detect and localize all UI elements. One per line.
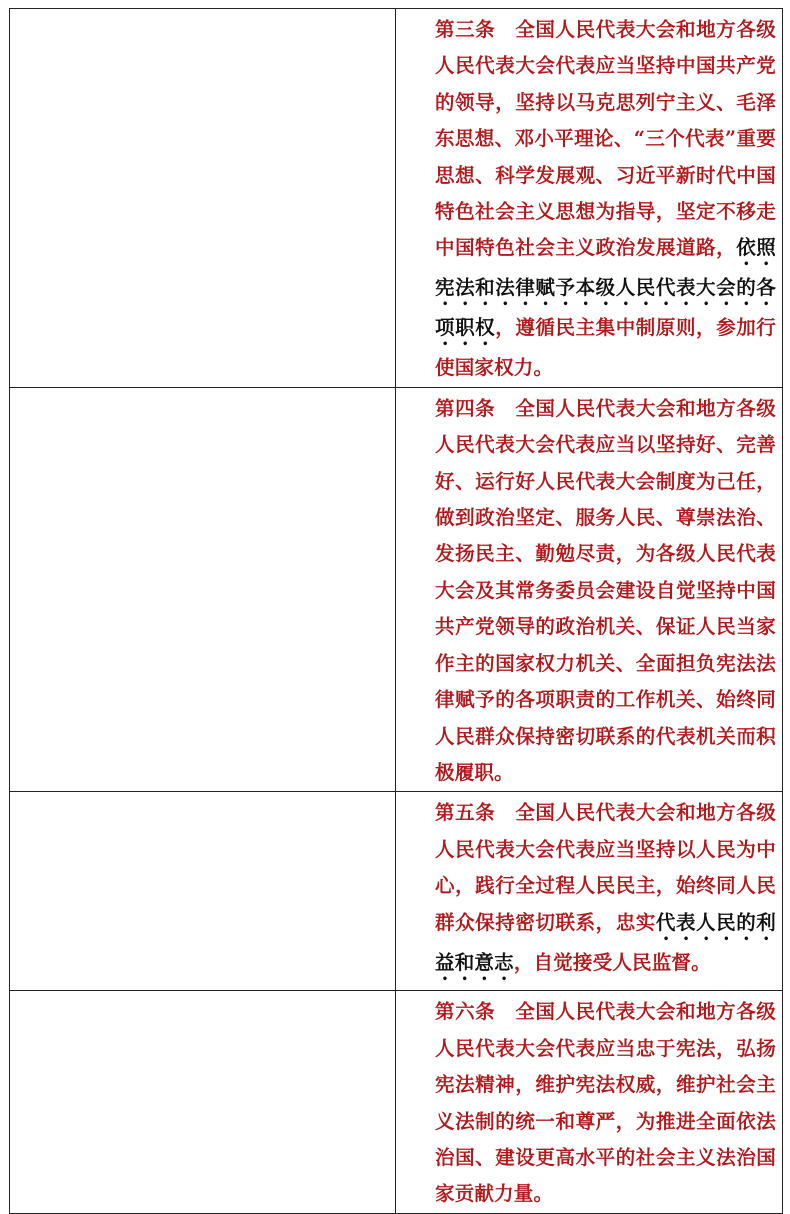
article-body: 全国人民代表大会和地方各级人民代表大会代表应当以坚持好、完善好、运行好人民代表大会制度为己任，做到政治坚定、服务人民、尊崇法治、发扬民主、勤勉尽责，为各级人民代表大会及其常务委员会建设自觉坚持中国共产党领导的政治机关、保证人民当家作主的国家权力机关、全面担负宪法法律赋予的各项职责的工作机关、始终同人民群众保持密切联系的代表机关而积极履职。 bbox=[435, 396, 777, 784]
article-body-end: ，遵循民主集中制原则，参加行使国家权力。 bbox=[435, 316, 776, 380]
table-row bbox=[10, 792, 783, 991]
article-6-text bbox=[396, 991, 782, 1212]
article-number: 第六条 bbox=[435, 1000, 496, 1024]
article-cell bbox=[396, 991, 783, 1213]
emphasized-text: 代表人民的利益和意志 bbox=[435, 910, 776, 974]
article-cell bbox=[396, 792, 783, 991]
article-body-end: ，自觉接受人民监督。 bbox=[513, 950, 711, 974]
article-number: 第五条 bbox=[435, 801, 496, 825]
left-cell-empty bbox=[10, 9, 396, 388]
article-body: 全国人民代表大会和地方各级人民代表大会代表应当忠于宪法，弘扬宪法精神，维护宪法权威，维护社会主义法制的统一和尊严，为推进全面依法治国、建设更高水平的社会主义法治国家贡献力量。 bbox=[435, 1000, 777, 1206]
article-5-text bbox=[396, 792, 782, 984]
left-cell-empty bbox=[10, 387, 396, 791]
article-cell bbox=[396, 387, 783, 791]
article-cell bbox=[396, 9, 783, 388]
comparison-table bbox=[9, 8, 783, 1214]
article-body: 全国人民代表大会和地方各级人民代表大会代表应当坚持以人民为中心，践行全过程人民民主，始终同人民群众保持密切联系，忠实 bbox=[435, 801, 777, 934]
emphasized-text: 依照宪法和法律赋予本级人民代表大会的各项职权 bbox=[435, 236, 776, 340]
table-row bbox=[10, 9, 783, 388]
article-3-text bbox=[396, 9, 782, 387]
article-number: 第三条 bbox=[435, 18, 496, 41]
article-body: 全国人民代表大会和地方各级人民代表大会代表应当坚持中国共产党的领导，坚持以马克思列宁主义、毛泽东思想、邓小平理论、“三个代表”重要思想、科学发展观、习近平新时代中国特色社会主义思想为指导，坚定不移走中国特色社会主义政治发展道路， bbox=[435, 18, 777, 260]
article-number: 第四条 bbox=[435, 396, 496, 420]
article-4-text bbox=[396, 388, 782, 791]
table-row bbox=[10, 387, 783, 791]
left-cell-empty bbox=[10, 792, 396, 991]
table-row bbox=[10, 991, 783, 1213]
left-cell-empty bbox=[10, 991, 396, 1213]
